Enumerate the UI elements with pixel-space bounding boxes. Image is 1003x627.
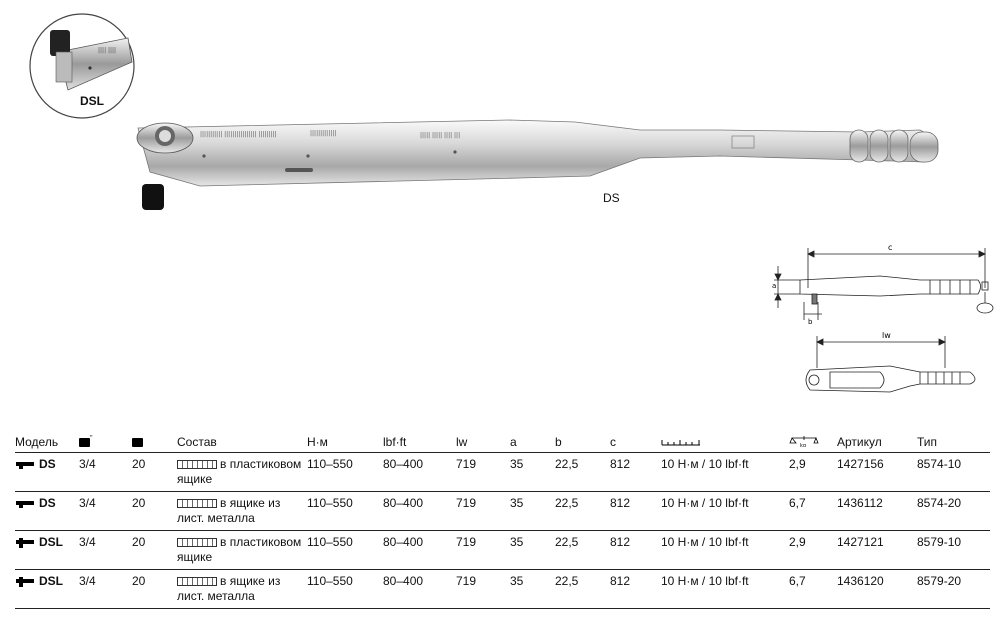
header-model: Модель xyxy=(15,435,59,449)
svg-text:|||| ||||: |||| |||| xyxy=(98,47,117,54)
weight-cell: 2,9 xyxy=(789,535,806,549)
weight-cell: 6,7 xyxy=(789,496,806,510)
square-drive-icon xyxy=(79,438,90,447)
model-cell: DSL xyxy=(15,535,63,549)
weight-scale-icon xyxy=(789,435,819,450)
square-size-cell: 20 xyxy=(132,496,146,510)
a-cell: 35 xyxy=(510,574,524,588)
header-lbfft: lbf·ft xyxy=(383,435,407,449)
composition-cell: в ящике из лист. металла xyxy=(177,496,281,525)
nm-cell: 110–550 xyxy=(307,457,353,471)
spec-table xyxy=(15,432,990,609)
c-cell: 812 xyxy=(610,457,631,471)
table-row xyxy=(15,453,990,492)
composition-cell: в пластиковом ящике xyxy=(177,535,302,564)
wrench-ds-icon xyxy=(15,460,35,470)
c-cell: 812 xyxy=(610,574,631,588)
nm-cell: 110–550 xyxy=(307,535,353,549)
table-row xyxy=(15,492,990,531)
lw-cell: 719 xyxy=(456,457,477,471)
c-cell: 812 xyxy=(610,535,631,549)
lbfft-cell: 80–400 xyxy=(383,574,424,588)
header-b: b xyxy=(555,435,562,449)
square-size-cell: 20 xyxy=(132,457,146,471)
type-cell: 8579-20 xyxy=(917,574,962,588)
wrench-dsl-icon xyxy=(15,538,35,548)
square-size-icon xyxy=(132,438,143,447)
lbfft-cell: 80–400 xyxy=(383,535,424,549)
type-cell: 8574-20 xyxy=(917,496,962,510)
svg-text:kg: kg xyxy=(800,443,807,447)
dim-lw-label: lw xyxy=(882,331,891,340)
composition-cell: в пластиковом ящике xyxy=(177,457,302,486)
plastic-case-icon xyxy=(177,460,217,469)
header-type: Тип xyxy=(917,435,938,449)
scale-cell: 10 Н·м / 10 lbf·ft xyxy=(661,496,749,510)
header-square-drive: " xyxy=(79,435,93,449)
a-cell: 35 xyxy=(510,457,524,471)
square-drive-cell: 3/4 xyxy=(79,457,96,471)
table-row xyxy=(15,570,990,609)
a-cell: 35 xyxy=(510,535,524,549)
lw-cell: 719 xyxy=(456,496,477,510)
b-cell: 22,5 xyxy=(555,496,579,510)
composition-cell: в ящике из лист. металла xyxy=(177,574,281,603)
c-cell: 812 xyxy=(610,496,631,510)
square-size-cell: 20 xyxy=(132,535,146,549)
article-cell: 1427156 xyxy=(837,457,884,471)
nm-cell: 110–550 xyxy=(307,574,353,588)
square-drive-cell: 3/4 xyxy=(79,535,96,549)
scale-cell: 10 Н·м / 10 lbf·ft xyxy=(661,535,749,549)
b-cell: 22,5 xyxy=(555,535,579,549)
header-lw: lw xyxy=(456,435,468,449)
a-cell: 35 xyxy=(510,496,524,510)
lbfft-cell: 80–400 xyxy=(383,496,424,510)
dim-b-label: b xyxy=(808,318,813,326)
b-cell: 22,5 xyxy=(555,457,579,471)
weight-cell: 2,9 xyxy=(789,457,806,471)
torque-wrench-ds-image xyxy=(120,110,950,215)
article-cell: 1427121 xyxy=(837,535,884,549)
dimension-drawing xyxy=(770,236,1000,406)
lbfft-cell: 80–400 xyxy=(383,457,424,471)
model-cell: DS xyxy=(15,496,56,510)
type-cell: 8574-10 xyxy=(917,457,962,471)
scale-ruler-icon xyxy=(661,435,701,449)
scale-cell: 10 Н·м / 10 lbf·ft xyxy=(661,574,749,588)
dim-c-label: c xyxy=(888,243,893,252)
square-drive-cell: 3/4 xyxy=(79,496,96,510)
header-c: c xyxy=(610,435,616,449)
weight-cell: 6,7 xyxy=(789,574,806,588)
table-header xyxy=(15,432,990,453)
scale-cell: 10 Н·м / 10 lbf·ft xyxy=(661,457,749,471)
inset-model-label: DSL xyxy=(80,94,104,108)
svg-text:||||||||||| ||||||||||||||||: ||||||||||| |||||||||||||||| ||||||||| xyxy=(200,131,277,138)
metal-case-icon xyxy=(177,499,217,508)
main-model-label: DS xyxy=(603,191,620,205)
header-nm: Н·м xyxy=(307,435,328,449)
header-composition: Состав xyxy=(177,435,217,449)
b-cell: 22,5 xyxy=(555,574,579,588)
header-a: a xyxy=(510,435,517,449)
lw-cell: 719 xyxy=(456,574,477,588)
svg-text:|||||||||||||: ||||||||||||| xyxy=(310,130,337,137)
metal-case-icon xyxy=(177,577,217,586)
model-cell: DS xyxy=(15,457,56,471)
dim-a-label: a xyxy=(772,282,777,290)
svg-text:||||| ||||| |||| |||: ||||| ||||| |||| ||| xyxy=(420,132,461,139)
model-cell: DSL xyxy=(15,574,63,588)
header-square-size xyxy=(132,435,143,449)
lw-cell: 719 xyxy=(456,535,477,549)
header-article: Артикул xyxy=(837,435,882,449)
table-row xyxy=(15,531,990,570)
square-size-cell: 20 xyxy=(132,574,146,588)
article-cell: 1436112 xyxy=(837,496,883,510)
nm-cell: 110–550 xyxy=(307,496,353,510)
article-cell: 1436120 xyxy=(837,574,884,588)
type-cell: 8579-10 xyxy=(917,535,962,549)
wrench-dsl-icon xyxy=(15,577,35,587)
square-drive-cell: 3/4 xyxy=(79,574,96,588)
wrench-ds-icon xyxy=(15,499,35,509)
plastic-case-icon xyxy=(177,538,217,547)
